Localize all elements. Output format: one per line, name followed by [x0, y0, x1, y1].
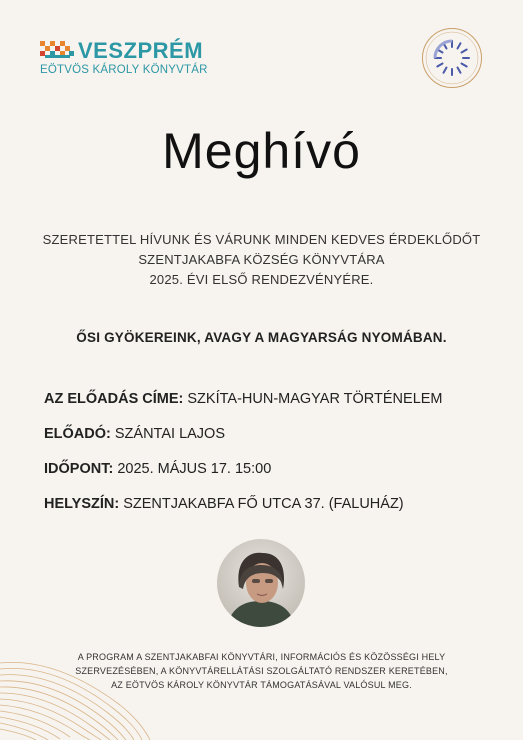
logo-title: VESZPRÉM	[78, 38, 204, 63]
footer-line: AZ EÖTVÖS KÁROLY KÖNYVTÁR TÁMOGATÁSÁVAL VALÓSUL MEG.	[111, 680, 412, 690]
page-title: Meghívó	[162, 123, 361, 179]
detail-label: ELŐADÓ:	[44, 426, 111, 442]
detail-label: HELYSZÍN:	[44, 496, 120, 512]
detail-label: IDŐPONT:	[44, 461, 114, 477]
detail-value: SZKÍTA-HUN-MAGYAR TÖRTÉNELEM	[187, 391, 443, 407]
crown-logo-icon	[40, 41, 74, 59]
footer-line: SZERVEZÉSÉBEN, A KÖNYVTÁRELLÁTÁSI SZOLGÁLTATÓ RENDSZER KERETÉBEN,	[75, 666, 448, 676]
intro-line: 2025. ÉVI ELSŐ RENDEZVÉNYÉRE.	[149, 272, 374, 287]
detail-speaker	[44, 426, 225, 442]
logo-subtitle: EÖTVÖS KÁROLY KÖNYVTÁR	[40, 64, 208, 76]
detail-value: 2025. MÁJUS 17. 15:00	[117, 461, 272, 477]
intro-line: SZERETETTEL HÍVUNK ÉS VÁRUNK MINDEN KEDVES ÉRDEKLŐDŐT	[42, 232, 481, 247]
speaker-photo	[217, 539, 305, 627]
decorative-waves	[0, 655, 160, 740]
detail-time	[44, 461, 271, 477]
footer-line: A PROGRAM A SZENTJAKABFAI KÖNYVTÁRI, INFORMÁCIÓS ÉS KÖZÖSSÉGI HELY	[77, 652, 446, 662]
intro-line: SZENTJAKABFA KÖZSÉG KÖNYVTÁRA	[138, 252, 385, 267]
detail-value: SZENTJAKABFA FŐ UTCA 37. (FALUHÁZ)	[123, 496, 404, 512]
detail-topic	[44, 391, 443, 407]
detail-value: SZÁNTAI LAJOS	[114, 426, 226, 442]
detail-label: AZ ELŐADÁS CÍME:	[44, 391, 184, 407]
library-logo	[38, 38, 208, 80]
detail-place	[44, 496, 404, 512]
library-network-badge-icon	[421, 27, 483, 89]
event-subtitle: ŐSI GYÖKEREINK, AVAGY A MAGYARSÁG NYOMÁBAN.	[76, 330, 447, 345]
invitation-intro	[30, 230, 493, 290]
